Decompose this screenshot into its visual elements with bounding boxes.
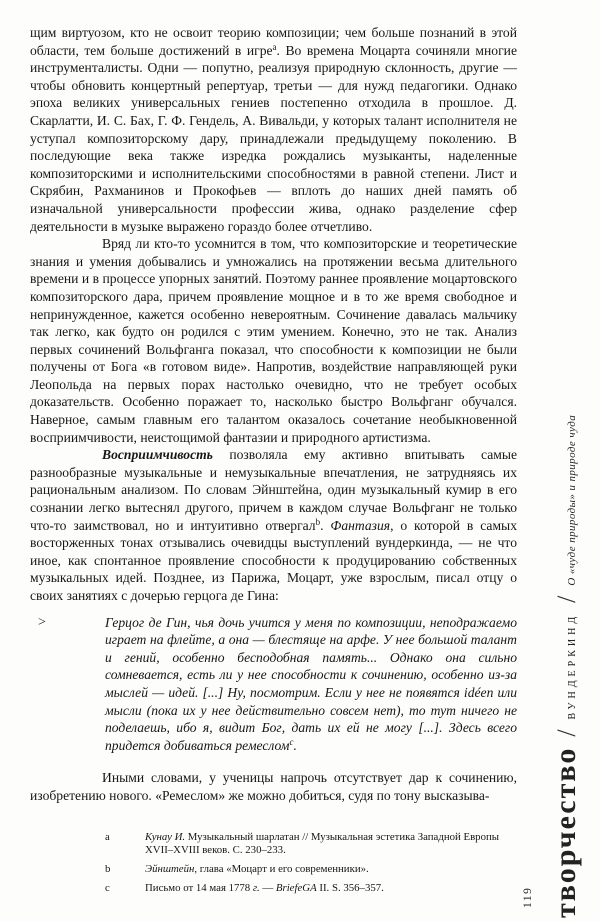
paragraph xyxy=(30,235,517,446)
footnotes xyxy=(30,831,517,896)
text-segment: щим виртуозом, кто не освоит теорию композиции; чем больше познаний в этой области, тем больше достижений в игре xyxy=(30,25,517,58)
text-segment: . xyxy=(293,737,297,753)
quote-marker: > xyxy=(38,614,46,630)
text-segment: , о которой в самых восторженных тонах отзывались очевидцы выступлений вундеркинда, — не что иное, как спонтанное проявление способности к продуцированию собственных музыкальных идей. Позднее, из Парижа, Моцарт, уже взрослым, писал отцу о своих занятиях с дочерью герцога де Гина: xyxy=(30,517,517,603)
text-segment: , глава «Моцарт и его современники». xyxy=(194,863,369,876)
footnote xyxy=(105,863,517,877)
footnote-reference: c xyxy=(289,737,294,748)
subchapter-title: О «чуде природы» и природе чуда xyxy=(566,414,578,586)
footnote-text xyxy=(145,882,517,896)
text-segment: Письмо от 14 мая 1778 xyxy=(145,881,253,894)
paragraph xyxy=(30,24,517,235)
text-segment: Вряд ли кто-то усомнится в том, что композиторские и теоретические знания и умения добывались и умножались на протяжении весьма длительного времени и в процессе упорных занятий. Поэтому раннее проявление моцартовского композиторского дара, причем проявление мощное и в то же время свободное и непринужденное, кажется особенно невероятным. Сочинение давалась мальчику так легко, как будто он родился с этим умением. Конечно, это не так. Анализ первых сочинений Вольфганга показал, что способности к композиции не были получены от Бога «в готовом виде». Напротив, воздействие направляющей руки Леопольда на первых порах настолько очевидно, что не требует особых доказательств. Особенно поражает то, насколько быстро Вольфганг обучался. Наверное, самым главным его талантом оказалось сочетание необыкновенной восприимчивости, неистощимой фантазии и природного артистизма. xyxy=(30,236,517,445)
text-segment: Фантазия xyxy=(330,517,391,533)
footnote-reference: b xyxy=(315,517,321,528)
footnote-text xyxy=(145,863,517,877)
text-segment: Иными словами, у ученицы напрочь отсутствует дар к сочинению, изобретению нового. «Ремеслом» же можно добиться, судя по тону высказыва- xyxy=(30,770,517,803)
text-segment: — xyxy=(259,881,276,894)
section-title: творчество xyxy=(549,746,582,918)
footnote-text xyxy=(145,831,517,859)
text-segment: позволяла ему активно впитывать самые разнообразные музыкальные и немузыкальные впечатления, не затрудняясь их рациональным анализом. По словам Эйнштейна, один музыкальный кумир в его сознании легко вытеснял другого, причем в каждом случае Вольфганг не только что-то заимствовал, но и интуитивно отвергал xyxy=(30,447,517,533)
separator-slash: / xyxy=(552,595,581,603)
chapter-title: ВУНДЕРКИНД xyxy=(567,612,578,720)
text-segment: . Во времена Моцарта сочиняли многие инструменталисты. Одни — попутно, реализуя природную склонность, другие — чтобы обновить концертный репертуар, третьи — для нужд педагогики. Однако эпоха великих универсальных гениев постепенно отходила в прошлое. Д. Скарлатти, И. С. Бах, Г. Ф. Гендель, А. Вивальди, у которых талант исполнителя не уступал композиторскому дару, принадлежали предыдущему поколению. В последующие века также изредка рождались музыканты, наделенные композиторскими и исполнительскими способностями в равной степени. Лист и Скрябин, Рахманинов и Прокофьев — вплоть до наших дней память об изначальной универсальности профессии жива, однако разделение сфер деятельности в музыке выражено гораздо более отчетливо. xyxy=(30,42,517,234)
text-segment: Музыкальный шарлатан // Музыкальная эстетика Западной Европы XVII–XVIII веков. С. 230–233. xyxy=(145,830,499,857)
text-segment: г. xyxy=(252,881,260,894)
text-segment: Герцог де Гин, чья дочь учится у меня по композиции, неподражаемо играет на флейте, а она — блестяще на арфе. У нее большой талант и гений, особенно бесподобная память... Однако она сильно сомневается, есть ли у нее способности к сочинению, особенно из-за мыслей — идей. [...] Ну, посмотрим. Если у нее не появятся idéen или мысли (пока их у нее действительно совсем нет), то тут ничего не поделаешь, ибо я, видит Бог, дать их ей не могу [...]. Здесь всего придется добиваться ремеслом xyxy=(105,614,517,753)
footnote-label: a xyxy=(105,830,110,843)
quote-text xyxy=(105,614,517,755)
text-segment: . xyxy=(320,517,331,533)
paragraph xyxy=(30,446,517,604)
footnote-label: c xyxy=(105,881,110,894)
text-segment: Кунау И. xyxy=(145,830,186,843)
page-number: 119 xyxy=(522,886,534,908)
text-segment: Восприимчивость xyxy=(102,447,213,463)
footnote xyxy=(105,831,517,859)
footnote xyxy=(105,882,517,896)
separator-slash: / xyxy=(552,729,581,737)
text-segment: Эйнштейн xyxy=(145,863,195,876)
text-segment: BriefeGA xyxy=(275,881,317,894)
margin-running-title xyxy=(548,414,598,918)
footnote-reference: a xyxy=(272,42,277,53)
block-quote xyxy=(30,614,517,755)
text-segment: II. S. 356–357. xyxy=(316,881,384,894)
main-text-column xyxy=(30,24,517,901)
footnote-label: b xyxy=(105,863,111,876)
paragraph xyxy=(30,769,517,804)
